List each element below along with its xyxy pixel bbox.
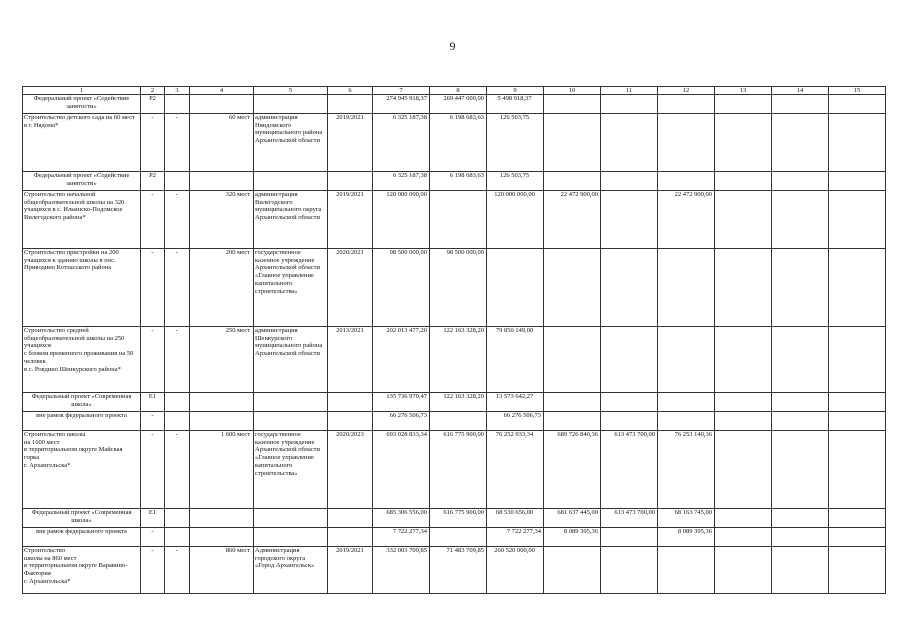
object-name-cell: Строительство начальной общеобразовательной школы на 320 учащихся в с. Ильинско-Подомское Вилегодского района* xyxy=(23,191,141,249)
amount-cell xyxy=(658,412,715,431)
amount-cell xyxy=(829,393,886,412)
amount-cell xyxy=(715,249,772,327)
project-code-cell: - xyxy=(141,431,165,509)
project-name-cell: Федеральный проект «Современная школа» xyxy=(23,509,141,528)
object-name-cell: Строительство средней общеобразовательной школы на 250 учащихся с блоком временного проживания на 50 человек в с. Ровдино Шенкурского района* xyxy=(23,327,141,393)
amount-cell xyxy=(715,412,772,431)
investment-table xyxy=(22,86,886,594)
amount-cell xyxy=(544,412,601,431)
amount-cell: 98 500 000,00 xyxy=(430,249,487,327)
column-number-cell: 13 xyxy=(715,87,772,95)
amount-cell: 8 089 395,36 xyxy=(544,528,601,547)
object-name-cell: Строительство школы на 860 мест в территориальном округе Варавино-Фактория г. Архангельска* xyxy=(23,547,141,594)
amount-cell xyxy=(715,431,772,509)
table-body xyxy=(23,87,886,594)
amount-cell: 135 736 970,47 xyxy=(373,393,430,412)
column-number-cell: 1 xyxy=(23,87,141,95)
table-row-object xyxy=(23,249,886,327)
dash-cell: - xyxy=(165,114,190,172)
customer-cell xyxy=(254,509,328,528)
period-cell xyxy=(328,509,373,528)
amount-cell xyxy=(829,547,886,594)
amount-cell xyxy=(544,114,601,172)
capacity-cell xyxy=(190,95,254,114)
amount-cell: 613 473 700,00 xyxy=(601,431,658,509)
amount-cell xyxy=(829,509,886,528)
amount-cell xyxy=(772,509,829,528)
amount-cell: 126 503,75 xyxy=(487,172,544,191)
amount-cell: 202 013 477,20 xyxy=(373,327,430,393)
amount-cell xyxy=(544,327,601,393)
amount-cell xyxy=(715,327,772,393)
amount-cell: 68 530 656,00 xyxy=(487,509,544,528)
dash-cell xyxy=(165,393,190,412)
amount-cell: 616 775 900,00 xyxy=(430,509,487,528)
amount-cell xyxy=(715,509,772,528)
table-row-extra xyxy=(23,528,886,547)
customer-cell: администрация Няндомского муниципального района Архангельской области xyxy=(254,114,328,172)
table-row-federal xyxy=(23,509,886,528)
amount-cell xyxy=(715,114,772,172)
amount-cell: 7 722 277,34 xyxy=(487,528,544,547)
amount-cell xyxy=(772,249,829,327)
amount-cell: 6 325 187,38 xyxy=(373,172,430,191)
project-name-cell: вне рамок федерального проекта xyxy=(23,528,141,547)
amount-cell xyxy=(601,528,658,547)
period-cell: 2013/2021 xyxy=(328,327,373,393)
amount-cell xyxy=(601,547,658,594)
customer-cell: администрация Вилегодского муниципального округа Архангельской области xyxy=(254,191,328,249)
capacity-cell: 60 мест xyxy=(190,114,254,172)
amount-cell xyxy=(601,327,658,393)
amount-cell xyxy=(772,191,829,249)
project-code-cell: - xyxy=(141,528,165,547)
table-row-object xyxy=(23,431,886,509)
amount-cell: 122 163 328,20 xyxy=(430,393,487,412)
amount-cell: 98 500 000,00 xyxy=(373,249,430,327)
amount-cell: 68 163 745,00 xyxy=(658,509,715,528)
amount-cell xyxy=(430,528,487,547)
project-code-cell: Е1 xyxy=(141,393,165,412)
customer-cell: государственное казенное учреждение Архангельской области «Главное управление капитального строительства» xyxy=(254,249,328,327)
project-code-cell: - xyxy=(141,412,165,431)
capacity-cell: 320 мест xyxy=(190,191,254,249)
amount-cell xyxy=(715,393,772,412)
amount-cell xyxy=(658,95,715,114)
amount-cell: 122 163 328,20 xyxy=(430,327,487,393)
capacity-cell xyxy=(190,509,254,528)
amount-cell xyxy=(715,172,772,191)
column-number-cell: 15 xyxy=(829,87,886,95)
table-row-object xyxy=(23,547,886,594)
amount-cell: 7 722 277,34 xyxy=(373,528,430,547)
amount-cell xyxy=(715,95,772,114)
column-number-cell: 3 xyxy=(165,87,190,95)
amount-cell: 71 483 709,85 xyxy=(430,547,487,594)
amount-cell xyxy=(430,191,487,249)
period-cell: 2020/2023 xyxy=(328,431,373,509)
column-number-cell: 4 xyxy=(190,87,254,95)
amount-cell xyxy=(544,95,601,114)
column-number-row xyxy=(23,87,886,95)
project-name-cell: вне рамок федерального проекта xyxy=(23,412,141,431)
project-code-cell: - xyxy=(141,191,165,249)
amount-cell xyxy=(715,191,772,249)
amount-cell: 681 637 445,00 xyxy=(544,509,601,528)
amount-cell xyxy=(544,172,601,191)
amount-cell: 79 850 149,00 xyxy=(487,327,544,393)
amount-cell: 6 325 187,38 xyxy=(373,114,430,172)
amount-cell xyxy=(829,327,886,393)
amount-cell xyxy=(601,412,658,431)
amount-cell: 274 945 918,37 xyxy=(373,95,430,114)
object-name-cell: Строительство детского сада на 60 мест в г. Нядома* xyxy=(23,114,141,172)
amount-cell xyxy=(829,431,886,509)
project-code-cell: Р2 xyxy=(141,95,165,114)
period-cell: 2019/2021 xyxy=(328,114,373,172)
project-code-cell: Р2 xyxy=(141,172,165,191)
amount-cell xyxy=(772,412,829,431)
amount-cell: 693 028 833,34 xyxy=(373,431,430,509)
column-number-cell: 2 xyxy=(141,87,165,95)
amount-cell xyxy=(658,172,715,191)
capacity-cell xyxy=(190,528,254,547)
amount-cell xyxy=(772,431,829,509)
period-cell xyxy=(328,95,373,114)
customer-cell xyxy=(254,172,328,191)
amount-cell xyxy=(772,393,829,412)
amount-cell xyxy=(715,528,772,547)
amount-cell xyxy=(544,547,601,594)
amount-cell: 13 573 642,27 xyxy=(487,393,544,412)
column-number-cell: 10 xyxy=(544,87,601,95)
amount-cell: 120 000 000,00 xyxy=(487,191,544,249)
amount-cell xyxy=(601,114,658,172)
table-row-object xyxy=(23,191,886,249)
column-number-cell: 12 xyxy=(658,87,715,95)
amount-cell xyxy=(601,393,658,412)
amount-cell xyxy=(829,528,886,547)
amount-cell: 22 472 900,00 xyxy=(658,191,715,249)
amount-cell xyxy=(544,249,601,327)
period-cell xyxy=(328,528,373,547)
amount-cell xyxy=(658,327,715,393)
amount-cell: 22 472 900,00 xyxy=(544,191,601,249)
customer-cell: администрация Шенкурского муниципального района Архангельской области xyxy=(254,327,328,393)
column-number-cell: 11 xyxy=(601,87,658,95)
dash-cell xyxy=(165,172,190,191)
amount-cell: 685 306 556,00 xyxy=(373,509,430,528)
amount-cell: 5 498 918,37 xyxy=(487,95,544,114)
amount-cell xyxy=(772,114,829,172)
dash-cell: - xyxy=(165,547,190,594)
page-number: 9 xyxy=(449,39,456,53)
dash-cell xyxy=(165,95,190,114)
amount-cell xyxy=(829,95,886,114)
amount-cell: 689 726 840,36 xyxy=(544,431,601,509)
dash-cell xyxy=(165,528,190,547)
amount-cell xyxy=(829,172,886,191)
project-name-cell: Федеральный проект «Содействие занятости» xyxy=(23,95,141,114)
amount-cell: 66 276 506,73 xyxy=(487,412,544,431)
amount-cell xyxy=(772,95,829,114)
capacity-cell: 860 мест xyxy=(190,547,254,594)
amount-cell: 332 003 709,85 xyxy=(373,547,430,594)
amount-cell xyxy=(829,412,886,431)
amount-cell xyxy=(772,547,829,594)
amount-cell: 76 252 933,34 xyxy=(487,431,544,509)
object-name-cell: Строительство школы на 1600 мест в территориальном округе Майская горка г. Архангельска* xyxy=(23,431,141,509)
amount-cell xyxy=(601,191,658,249)
amount-cell: 8 089 395,36 xyxy=(658,528,715,547)
amount-cell xyxy=(658,114,715,172)
amount-cell xyxy=(601,95,658,114)
amount-cell xyxy=(772,327,829,393)
capacity-cell: 200 мест xyxy=(190,249,254,327)
amount-cell xyxy=(658,393,715,412)
column-number-cell: 6 xyxy=(328,87,373,95)
period-cell xyxy=(328,412,373,431)
period-cell xyxy=(328,393,373,412)
amount-cell xyxy=(772,528,829,547)
capacity-cell xyxy=(190,172,254,191)
table-row-federal xyxy=(23,393,886,412)
column-number-cell: 14 xyxy=(772,87,829,95)
object-name-cell: Строительство пристройки на 200 учащихся к зданию школы в пос. Приводино Котласского района xyxy=(23,249,141,327)
amount-cell xyxy=(829,249,886,327)
capacity-cell: 250 мест xyxy=(190,327,254,393)
customer-cell: Администрация городского округа «Город Архангельск» xyxy=(254,547,328,594)
customer-cell xyxy=(254,412,328,431)
amount-cell xyxy=(829,191,886,249)
table-row-object xyxy=(23,114,886,172)
amount-cell: 260 520 000,00 xyxy=(487,547,544,594)
period-cell: 2019/2021 xyxy=(328,191,373,249)
table-row-object xyxy=(23,327,886,393)
column-number-cell: 7 xyxy=(373,87,430,95)
table-row-federal xyxy=(23,172,886,191)
customer-cell xyxy=(254,95,328,114)
dash-cell: - xyxy=(165,327,190,393)
project-code-cell: - xyxy=(141,114,165,172)
period-cell: 2020/2021 xyxy=(328,249,373,327)
amount-cell xyxy=(658,547,715,594)
project-name-cell: Федеральный проект «Современная школа» xyxy=(23,393,141,412)
project-code-cell: - xyxy=(141,327,165,393)
capacity-cell xyxy=(190,393,254,412)
project-code-cell: - xyxy=(141,547,165,594)
amount-cell xyxy=(829,114,886,172)
customer-cell xyxy=(254,528,328,547)
amount-cell: 6 198 683,63 xyxy=(430,114,487,172)
dash-cell: - xyxy=(165,191,190,249)
project-code-cell: Е1 xyxy=(141,509,165,528)
dash-cell xyxy=(165,412,190,431)
capacity-cell xyxy=(190,412,254,431)
amount-cell: 126 503,75 xyxy=(487,114,544,172)
amount-cell: 120 000 000,00 xyxy=(373,191,430,249)
amount-cell: 76 253 140,36 xyxy=(658,431,715,509)
amount-cell xyxy=(601,172,658,191)
customer-cell xyxy=(254,393,328,412)
amount-cell: 66 276 506,73 xyxy=(373,412,430,431)
amount-cell xyxy=(658,249,715,327)
column-number-cell: 5 xyxy=(254,87,328,95)
project-name-cell: Федеральный проект «Содействие занятости» xyxy=(23,172,141,191)
amount-cell: 616 775 900,00 xyxy=(430,431,487,509)
table-row-extra xyxy=(23,412,886,431)
customer-cell: государственное казенное учреждение Архангельской области «Главное управление капитального строительства» xyxy=(254,431,328,509)
amount-cell: 269 447 000,00 xyxy=(430,95,487,114)
amount-cell xyxy=(544,393,601,412)
project-code-cell: - xyxy=(141,249,165,327)
amount-cell xyxy=(772,172,829,191)
column-number-cell: 8 xyxy=(430,87,487,95)
amount-cell xyxy=(601,249,658,327)
dash-cell: - xyxy=(165,249,190,327)
amount-cell xyxy=(487,249,544,327)
amount-cell: 6 198 683,63 xyxy=(430,172,487,191)
period-cell: 2019/2021 xyxy=(328,547,373,594)
amount-cell: 613 473 700,00 xyxy=(601,509,658,528)
dash-cell xyxy=(165,509,190,528)
dash-cell: - xyxy=(165,431,190,509)
amount-cell xyxy=(715,547,772,594)
table-row-federal xyxy=(23,95,886,114)
capacity-cell: 1 600 мест xyxy=(190,431,254,509)
period-cell xyxy=(328,172,373,191)
column-number-cell: 9 xyxy=(487,87,544,95)
amount-cell xyxy=(430,412,487,431)
